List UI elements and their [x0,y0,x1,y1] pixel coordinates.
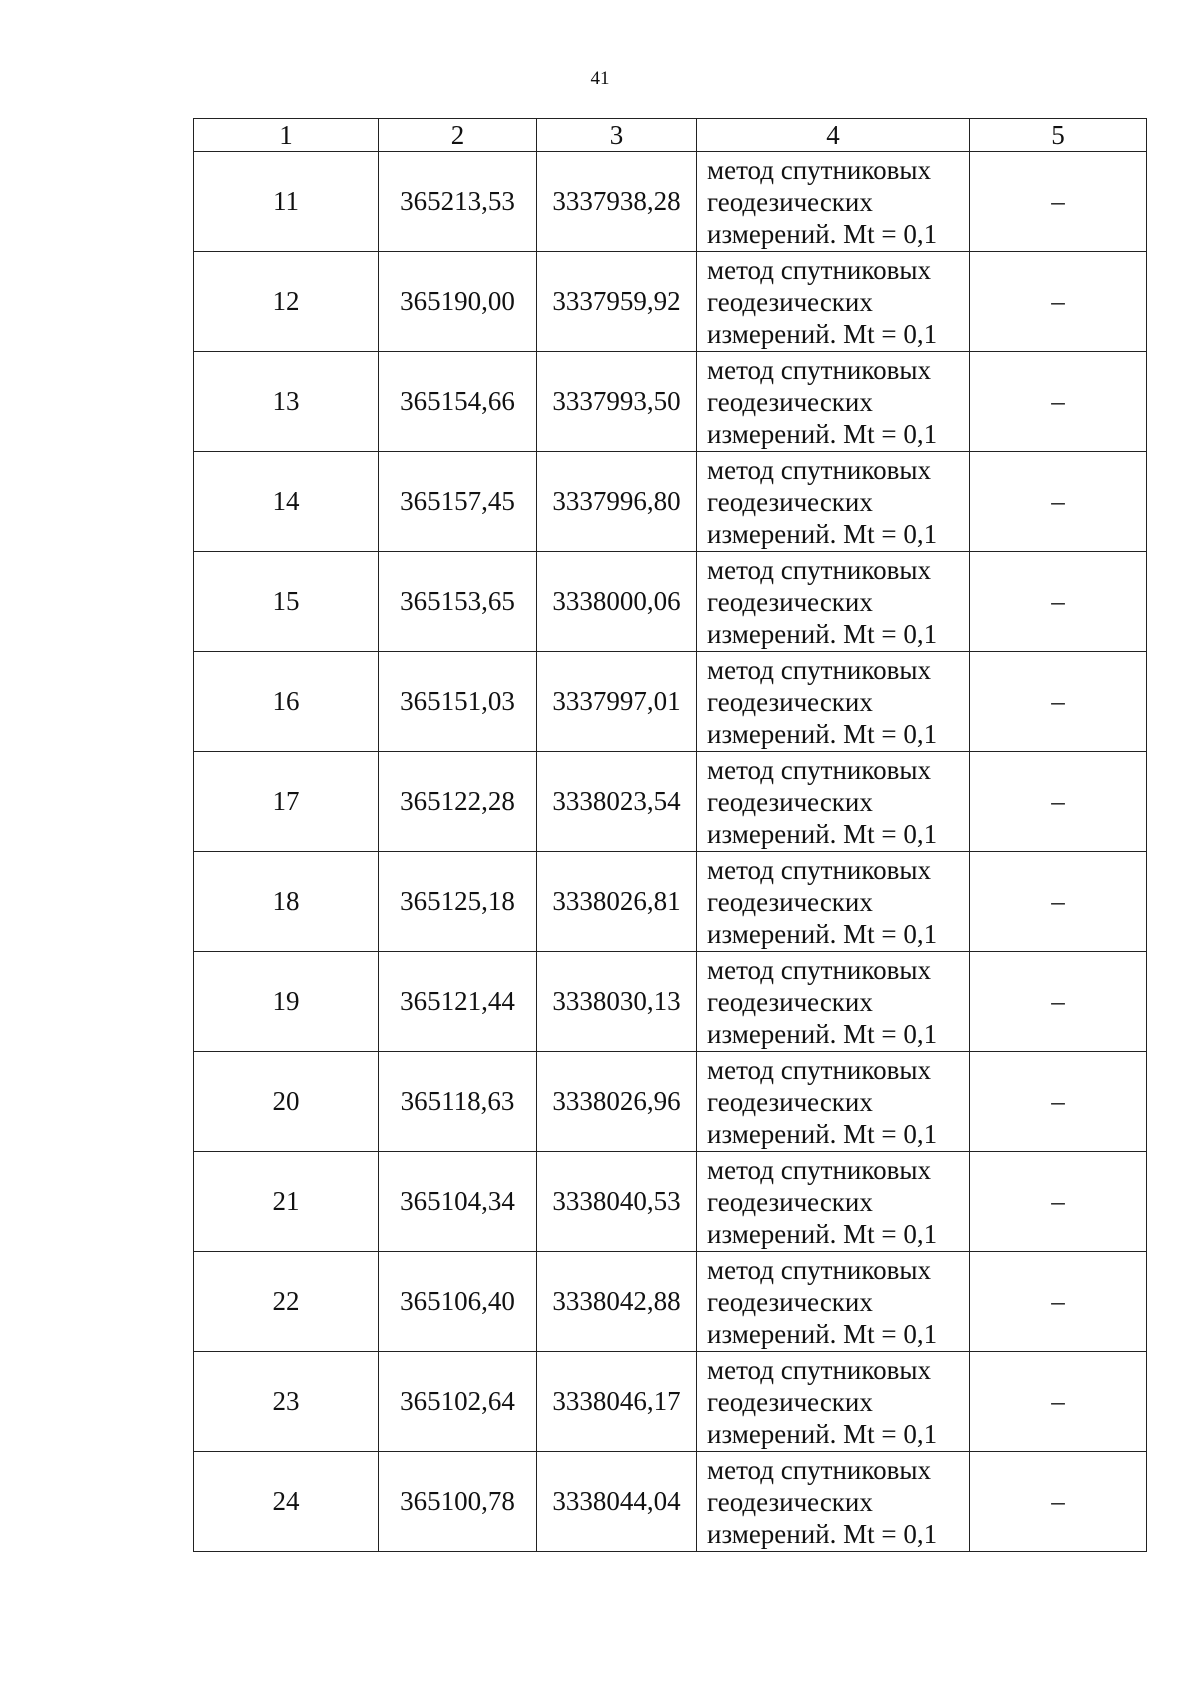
method-cell [697,552,970,652]
method-line: метод спутниковых [707,754,931,785]
x-coordinate-cell: 365118,63 [379,1052,537,1152]
method-line: метод спутниковых [707,554,931,585]
method-line: геодезических [707,1086,873,1117]
table-row [194,1252,1147,1352]
x-coordinate-cell: 365125,18 [379,852,537,952]
x-coordinate-cell: 365190,00 [379,252,537,352]
table-row [194,752,1147,852]
method-line: измерений. Mt = 0,1 [707,1418,938,1449]
table-body [194,152,1147,1552]
method-cell [697,1252,970,1352]
column-5-cell: – [970,1452,1147,1552]
y-coordinate-cell: 3338026,96 [537,1052,697,1152]
table-row [194,1452,1147,1552]
method-line: измерений. Mt = 0,1 [707,618,938,649]
column-5-cell: – [970,352,1147,452]
y-coordinate-cell: 3337959,92 [537,252,697,352]
column-5-cell: – [970,1152,1147,1252]
method-line: метод спутниковых [707,1154,931,1185]
column-5-cell: – [970,152,1147,252]
point-number-cell: 20 [194,1052,379,1152]
method-line: измерений. Mt = 0,1 [707,1218,938,1249]
point-number-cell: 18 [194,852,379,952]
method-line: геодезических [707,1186,873,1217]
x-coordinate-cell: 365102,64 [379,1352,537,1452]
method-line: измерений. Mt = 0,1 [707,518,938,549]
y-coordinate-cell: 3338044,04 [537,1452,697,1552]
method-cell [697,1352,970,1452]
method-line: метод спутниковых [707,1354,931,1385]
method-cell [697,1152,970,1252]
method-line: геодезических [707,286,873,317]
method-cell [697,252,970,352]
method-line: геодезических [707,586,873,617]
method-line: метод спутниковых [707,154,931,185]
coordinates-table [193,118,1147,1552]
method-line: геодезических [707,986,873,1017]
x-coordinate-cell: 365121,44 [379,952,537,1052]
y-coordinate-cell: 3338042,88 [537,1252,697,1352]
x-coordinate-cell: 365154,66 [379,352,537,452]
x-coordinate-cell: 365213,53 [379,152,537,252]
column-5-cell: – [970,752,1147,852]
point-number-cell: 12 [194,252,379,352]
table-row [194,552,1147,652]
method-line: геодезических [707,786,873,817]
x-coordinate-cell: 365122,28 [379,752,537,852]
method-line: геодезических [707,686,873,717]
table-row [194,452,1147,552]
table-row [194,852,1147,952]
point-number-cell: 22 [194,1252,379,1352]
method-cell [697,652,970,752]
y-coordinate-cell: 3338023,54 [537,752,697,852]
column-header: 1 [194,119,379,152]
method-line: геодезических [707,486,873,517]
y-coordinate-cell: 3337996,80 [537,452,697,552]
column-header: 5 [970,119,1147,152]
y-coordinate-cell: 3338030,13 [537,952,697,1052]
column-5-cell: – [970,452,1147,552]
table-row [194,952,1147,1052]
method-line: измерений. Mt = 0,1 [707,1018,938,1049]
y-coordinate-cell: 3338000,06 [537,552,697,652]
column-5-cell: – [970,1252,1147,1352]
method-line: измерений. Mt = 0,1 [707,1118,938,1149]
method-line: измерений. Mt = 0,1 [707,318,938,349]
point-number-cell: 13 [194,352,379,452]
method-cell [697,952,970,1052]
column-5-cell: – [970,952,1147,1052]
table-row [194,352,1147,452]
method-line: геодезических [707,886,873,917]
method-line: измерений. Mt = 0,1 [707,818,938,849]
y-coordinate-cell: 3338026,81 [537,852,697,952]
point-number-cell: 19 [194,952,379,1052]
method-line: геодезических [707,386,873,417]
table-header-row [194,119,1147,152]
method-cell [697,1452,970,1552]
point-number-cell: 16 [194,652,379,752]
point-number-cell: 11 [194,152,379,252]
table-row [194,1152,1147,1252]
method-line: метод спутниковых [707,254,931,285]
column-5-cell: – [970,1352,1147,1452]
column-5-cell: – [970,552,1147,652]
page-number: 41 [590,68,610,89]
point-number-cell: 15 [194,552,379,652]
column-5-cell: – [970,652,1147,752]
method-cell [697,752,970,852]
method-line: измерений. Mt = 0,1 [707,718,938,749]
column-header: 3 [537,119,697,152]
method-line: метод спутниковых [707,654,931,685]
method-line: измерений. Mt = 0,1 [707,918,938,949]
point-number-cell: 21 [194,1152,379,1252]
table-row [194,1052,1147,1152]
method-line: метод спутниковых [707,854,931,885]
y-coordinate-cell: 3338046,17 [537,1352,697,1452]
y-coordinate-cell: 3337993,50 [537,352,697,452]
x-coordinate-cell: 365104,34 [379,1152,537,1252]
method-line: геодезических [707,1486,873,1517]
x-coordinate-cell: 365157,45 [379,452,537,552]
method-line: метод спутниковых [707,1254,931,1285]
method-line: геодезических [707,1386,873,1417]
x-coordinate-cell: 365151,03 [379,652,537,752]
y-coordinate-cell: 3337938,28 [537,152,697,252]
point-number-cell: 24 [194,1452,379,1552]
method-line: метод спутниковых [707,1054,931,1085]
x-coordinate-cell: 365106,40 [379,1252,537,1352]
table-row [194,652,1147,752]
method-line: измерений. Mt = 0,1 [707,218,938,249]
method-line: метод спутниковых [707,454,931,485]
column-5-cell: – [970,252,1147,352]
method-line: измерений. Mt = 0,1 [707,418,938,449]
point-number-cell: 23 [194,1352,379,1452]
table-row [194,1352,1147,1452]
x-coordinate-cell: 365100,78 [379,1452,537,1552]
table-row [194,252,1147,352]
column-5-cell: – [970,852,1147,952]
method-line: метод спутниковых [707,1454,931,1485]
y-coordinate-cell: 3338040,53 [537,1152,697,1252]
method-line: измерений. Mt = 0,1 [707,1318,938,1349]
column-5-cell: – [970,1052,1147,1152]
method-cell [697,452,970,552]
method-cell [697,352,970,452]
column-header: 2 [379,119,537,152]
point-number-cell: 17 [194,752,379,852]
method-cell [697,1052,970,1152]
column-header: 4 [697,119,970,152]
method-cell [697,152,970,252]
method-line: измерений. Mt = 0,1 [707,1518,938,1549]
method-line: метод спутниковых [707,954,931,985]
table-row [194,152,1147,252]
method-line: метод спутниковых [707,354,931,385]
method-line: геодезических [707,1286,873,1317]
point-number-cell: 14 [194,452,379,552]
method-line: геодезических [707,186,873,217]
method-cell [697,852,970,952]
x-coordinate-cell: 365153,65 [379,552,537,652]
y-coordinate-cell: 3337997,01 [537,652,697,752]
